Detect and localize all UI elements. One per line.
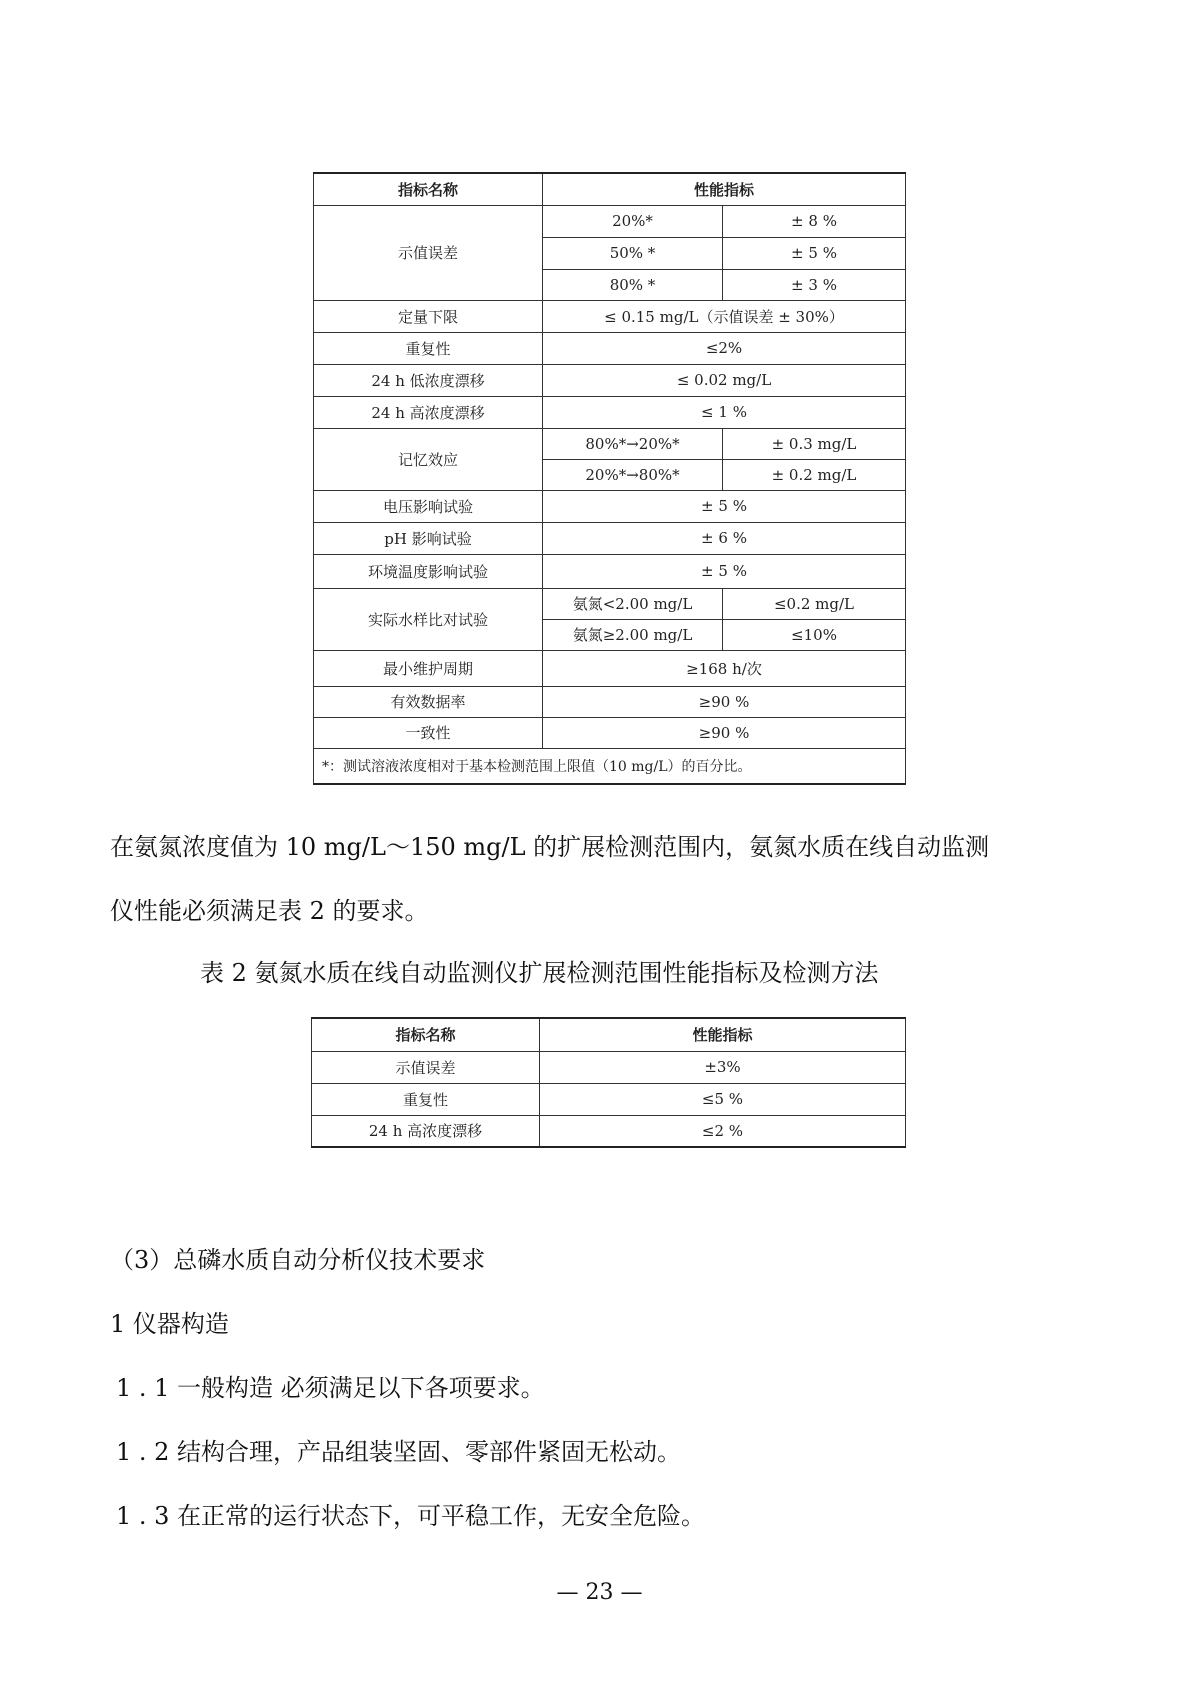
row-value: ≤5 %: [540, 1083, 906, 1115]
row-name: 一致性: [314, 717, 543, 748]
row-value: ± 5 %: [543, 554, 906, 588]
row-name: 24 h 高浓度漂移: [314, 396, 543, 428]
list-item: 1 . 3 在正常的运行状态下，可平稳工作，无安全危险。: [116, 1502, 706, 1530]
row-value: ± 3 %: [723, 269, 906, 300]
table-note-row: [314, 748, 906, 784]
subsection-heading: 1 仪器构造: [110, 1310, 229, 1338]
list-item: 1 . 2 结构合理，产品组装坚固、零部件紧固无松动。: [116, 1438, 682, 1466]
table-row: [314, 588, 906, 619]
row-name: 定量下限: [314, 300, 543, 332]
header-value: 性能指标: [543, 173, 906, 205]
row-value: ± 6 %: [543, 522, 906, 554]
table-row: [314, 300, 906, 332]
row-name: 重复性: [314, 332, 543, 364]
row-condition: 20%*: [543, 205, 723, 237]
row-value: ≥90 %: [543, 686, 906, 717]
row-name: 示值误差: [312, 1051, 540, 1083]
table-row: [314, 396, 906, 428]
header-name: 指标名称: [312, 1018, 540, 1051]
table-header-row: [312, 1018, 906, 1051]
table-row: [314, 490, 906, 522]
row-value: ≤ 1 %: [543, 396, 906, 428]
row-name: 电压影响试验: [314, 490, 543, 522]
row-condition: 50% *: [543, 237, 723, 269]
row-value: ±3%: [540, 1051, 906, 1083]
performance-table-1: [313, 172, 906, 785]
table-row: [314, 332, 906, 364]
table-row: [314, 554, 906, 588]
row-name: 记忆效应: [314, 428, 543, 490]
header-value: 性能指标: [540, 1018, 906, 1051]
row-value: ± 8 %: [723, 205, 906, 237]
row-name: 24 h 高浓度漂移: [312, 1115, 540, 1147]
row-value: ≤ 0.15 mg/L（示值误差 ± 30%）: [543, 300, 906, 332]
row-name: 最小维护周期: [314, 650, 543, 686]
table-row: [314, 522, 906, 554]
row-name: 24 h 低浓度漂移: [314, 364, 543, 396]
row-value: ≥90 %: [543, 717, 906, 748]
row-value: ≤0.2 mg/L: [723, 588, 906, 619]
row-name: 有效数据率: [314, 686, 543, 717]
row-value: ≥168 h/次: [543, 650, 906, 686]
row-value: ≤10%: [723, 619, 906, 650]
row-condition: 80% *: [543, 269, 723, 300]
paragraph-line-1: 在氨氮浓度值为 10 mg/L～150 mg/L 的扩展检测范围内，氨氮水质在线自动监测: [110, 833, 990, 861]
row-name: 重复性: [312, 1083, 540, 1115]
row-value: ≤ 0.02 mg/L: [543, 364, 906, 396]
row-value: ± 5 %: [543, 490, 906, 522]
row-name: 环境温度影响试验: [314, 554, 543, 588]
table-row: [312, 1051, 906, 1083]
row-value: ≤2 %: [540, 1115, 906, 1147]
table-row: [312, 1083, 906, 1115]
row-condition: 20%*→80%*: [543, 459, 723, 490]
row-value: ± 0.3 mg/L: [723, 428, 906, 459]
page-number: — 23 —: [556, 1580, 643, 1605]
row-name: 实际水样比对试验: [314, 588, 543, 650]
table-row: [314, 717, 906, 748]
table-row: [312, 1115, 906, 1147]
table-row: [314, 428, 906, 459]
list-item: 1 . 1 一般构造 必须满足以下各项要求。: [116, 1374, 545, 1402]
table-row: [314, 686, 906, 717]
row-name: 示值误差: [314, 205, 543, 300]
section-heading: （3）总磷水质自动分析仪技术要求: [110, 1246, 486, 1274]
table-row: [314, 364, 906, 396]
row-value: ≤2%: [543, 332, 906, 364]
table-header-row: [314, 173, 906, 205]
row-value: ± 5 %: [723, 237, 906, 269]
paragraph-line-2: 仪性能必须满足表 2 的要求。: [110, 897, 429, 925]
row-condition: 80%*→20%*: [543, 428, 723, 459]
performance-table-2: [311, 1017, 906, 1148]
row-condition: 氨氮≥2.00 mg/L: [543, 619, 723, 650]
row-condition: 氨氮<2.00 mg/L: [543, 588, 723, 619]
table-row: [314, 205, 906, 237]
header-name: 指标名称: [314, 173, 543, 205]
table-note: *：测试溶液浓度相对于基本检测范围上限值（10 mg/L）的百分比。: [314, 748, 906, 784]
table-2-caption: 表 2 氨氮水质在线自动监测仪扩展检测范围性能指标及检测方法: [200, 959, 879, 987]
row-name: pH 影响试验: [314, 522, 543, 554]
row-value: ± 0.2 mg/L: [723, 459, 906, 490]
table-row: [314, 650, 906, 686]
